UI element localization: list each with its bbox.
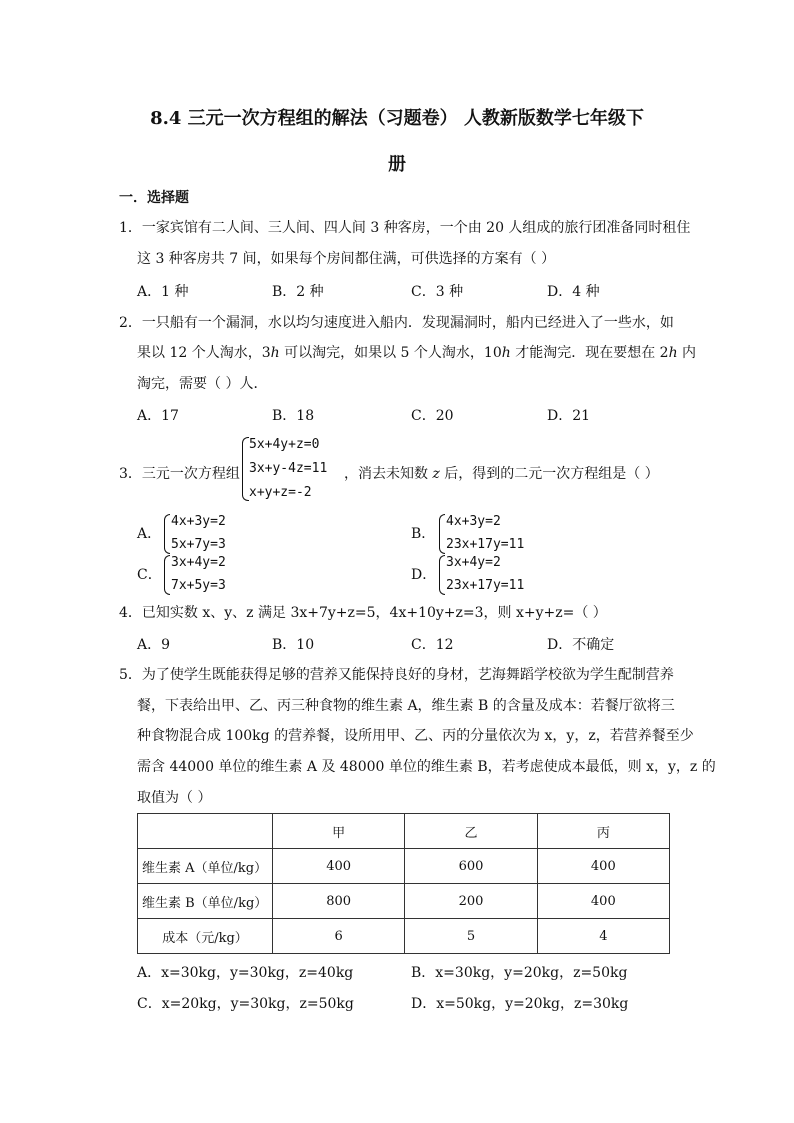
q5-option-b[interactable]: B．x=30kg，y=20kg，z=50kg: [411, 965, 628, 981]
page-title: 8.4 三元一次方程组的解法（习题卷） 人教新版数学七年级下: [150, 108, 644, 129]
q5-option-c[interactable]: C．x=20kg，y=30kg，z=50kg: [137, 996, 354, 1012]
q2-option-a[interactable]: A．17: [137, 408, 179, 424]
table-cell: 800: [273, 884, 405, 919]
q3-option-d-eq2: 23x+17y=11: [446, 578, 525, 593]
q2-option-c[interactable]: C．20: [411, 408, 454, 424]
q3-stem-suffix: ，消去未知数 z 后，得到的二元一次方程组是（ ）: [344, 466, 659, 482]
q1-option-d[interactable]: D．4 种: [547, 284, 600, 300]
q5-stem-line2: 餐，下表给出甲、乙、丙三种食物的维生素 A，维生素 B 的含量及成本：若餐厅欲将三: [137, 698, 675, 714]
table-cell: 4: [537, 919, 669, 954]
q1-option-c[interactable]: C．3 种: [411, 284, 464, 300]
table-header-row: [138, 814, 670, 849]
q1-stem-line1: 1．一家宾馆有二人间、三人间、四人间 3 种客房，一个由 20 人组成的旅行团准备同时租住: [119, 220, 691, 236]
table-cell: 200: [405, 884, 537, 919]
table-row: [138, 884, 670, 919]
q3-option-c-brace: [164, 555, 170, 595]
section-heading: 一．选择题: [119, 190, 189, 206]
q3-option-b-brace: [439, 514, 445, 554]
table-header-cell: 乙: [405, 814, 537, 849]
page-title-continued: 册: [388, 154, 406, 175]
table-cell: 维生素 B（单位/kg）: [138, 884, 273, 919]
table-cell: 成本（元/kg）: [138, 919, 273, 954]
table-cell: 400: [537, 849, 669, 884]
table-row: [138, 919, 670, 954]
q4-option-b[interactable]: B．10: [272, 637, 315, 653]
q3-option-a-eq2: 5x+7y=3: [171, 537, 226, 552]
q3-option-b-label[interactable]: B．: [411, 526, 436, 542]
table-cell: 6: [273, 919, 405, 954]
q3-option-b-eq1: 4x+3y=2: [446, 514, 501, 529]
table-header-cell: [138, 814, 273, 849]
q3-option-c-label[interactable]: C．: [137, 567, 162, 583]
q4-option-c[interactable]: C．12: [411, 637, 454, 653]
q2-option-b[interactable]: B．18: [272, 408, 315, 424]
table-header-cell: 丙: [537, 814, 669, 849]
q5-option-d[interactable]: D．x=50kg，y=20kg，z=30kg: [411, 996, 629, 1012]
q2-stem-line2: 果以 12 个人淘水，3h 可以淘完，如果以 5 个人淘水，10h 才能淘完．现在要想在 2h 内: [137, 345, 697, 361]
q3-equation-1: 5x+4y+z=0: [249, 437, 320, 452]
table-header-cell: 甲: [273, 814, 405, 849]
q3-option-d-brace: [439, 555, 445, 595]
q1-option-a[interactable]: A．1 种: [137, 284, 189, 300]
q3-system-brace: [242, 437, 249, 501]
table-cell: 600: [405, 849, 537, 884]
q3-option-c-eq2: 7x+5y=3: [171, 578, 226, 593]
q3-option-d-eq1: 3x+4y=2: [446, 555, 501, 570]
q3-equation-3: x+y+z=-2: [249, 485, 312, 500]
q3-option-a-brace: [164, 514, 170, 554]
q4-option-d[interactable]: D．不确定: [547, 637, 615, 653]
q3-stem-prefix: 3．三元一次方程组: [119, 466, 240, 482]
q4-option-a[interactable]: A．9: [137, 637, 171, 653]
q2-option-d[interactable]: D．21: [547, 408, 591, 424]
table-cell: 400: [537, 884, 669, 919]
table-cell: 5: [405, 919, 537, 954]
q1-stem-line2: 这 3 种客房共 7 间，如果每个房间都住满，可供选择的方案有（ ）: [137, 251, 556, 267]
table-row: [138, 849, 670, 884]
q5-stem-line1: 5．为了使学生既能获得足够的营养又能保持良好的身材，艺海舞蹈学校欲为学生配制营养: [119, 667, 674, 683]
q5-stem-line4: 需含 44000 单位的维生素 A 及 48000 单位的维生素 B，若考虑使成本最低，则 x，y，z 的: [137, 759, 716, 775]
table-cell: 400: [273, 849, 405, 884]
table-cell: 维生素 A（单位/kg）: [138, 849, 273, 884]
q1-option-b[interactable]: B．2 种: [272, 284, 324, 300]
q2-stem-line1: 2．一只船有一个漏洞，水以均匀速度进入船内．发现漏洞时，船内已经进入了一些水，如: [119, 315, 674, 331]
q3-option-c-eq1: 3x+4y=2: [171, 555, 226, 570]
q3-option-a-label[interactable]: A．: [137, 526, 162, 542]
q3-option-b-eq2: 23x+17y=11: [446, 537, 525, 552]
q3-option-a-eq1: 4x+3y=2: [171, 514, 226, 529]
q3-option-d-label[interactable]: D．: [411, 567, 437, 583]
q5-stem-line3: 种食物混合成 100kg 的营养餐，设所用甲、乙、丙的分量依次为 x，y，z，若营养餐至少: [137, 728, 694, 744]
q3-equation-2: 3x+y-4z=11: [249, 461, 328, 476]
q4-stem: 4．已知实数 x、y、z 满足 3x+7y+z=5，4x+10y+z=3，则 x+y+z=（ ）: [119, 605, 607, 621]
q5-option-a[interactable]: A．x=30kg，y=30kg，z=40kg: [137, 965, 354, 981]
nutrition-table: [137, 813, 670, 954]
q5-stem-line5: 取值为（ ）: [137, 790, 212, 806]
q2-stem-line3: 淘完，需要（ ）人．: [137, 376, 268, 392]
